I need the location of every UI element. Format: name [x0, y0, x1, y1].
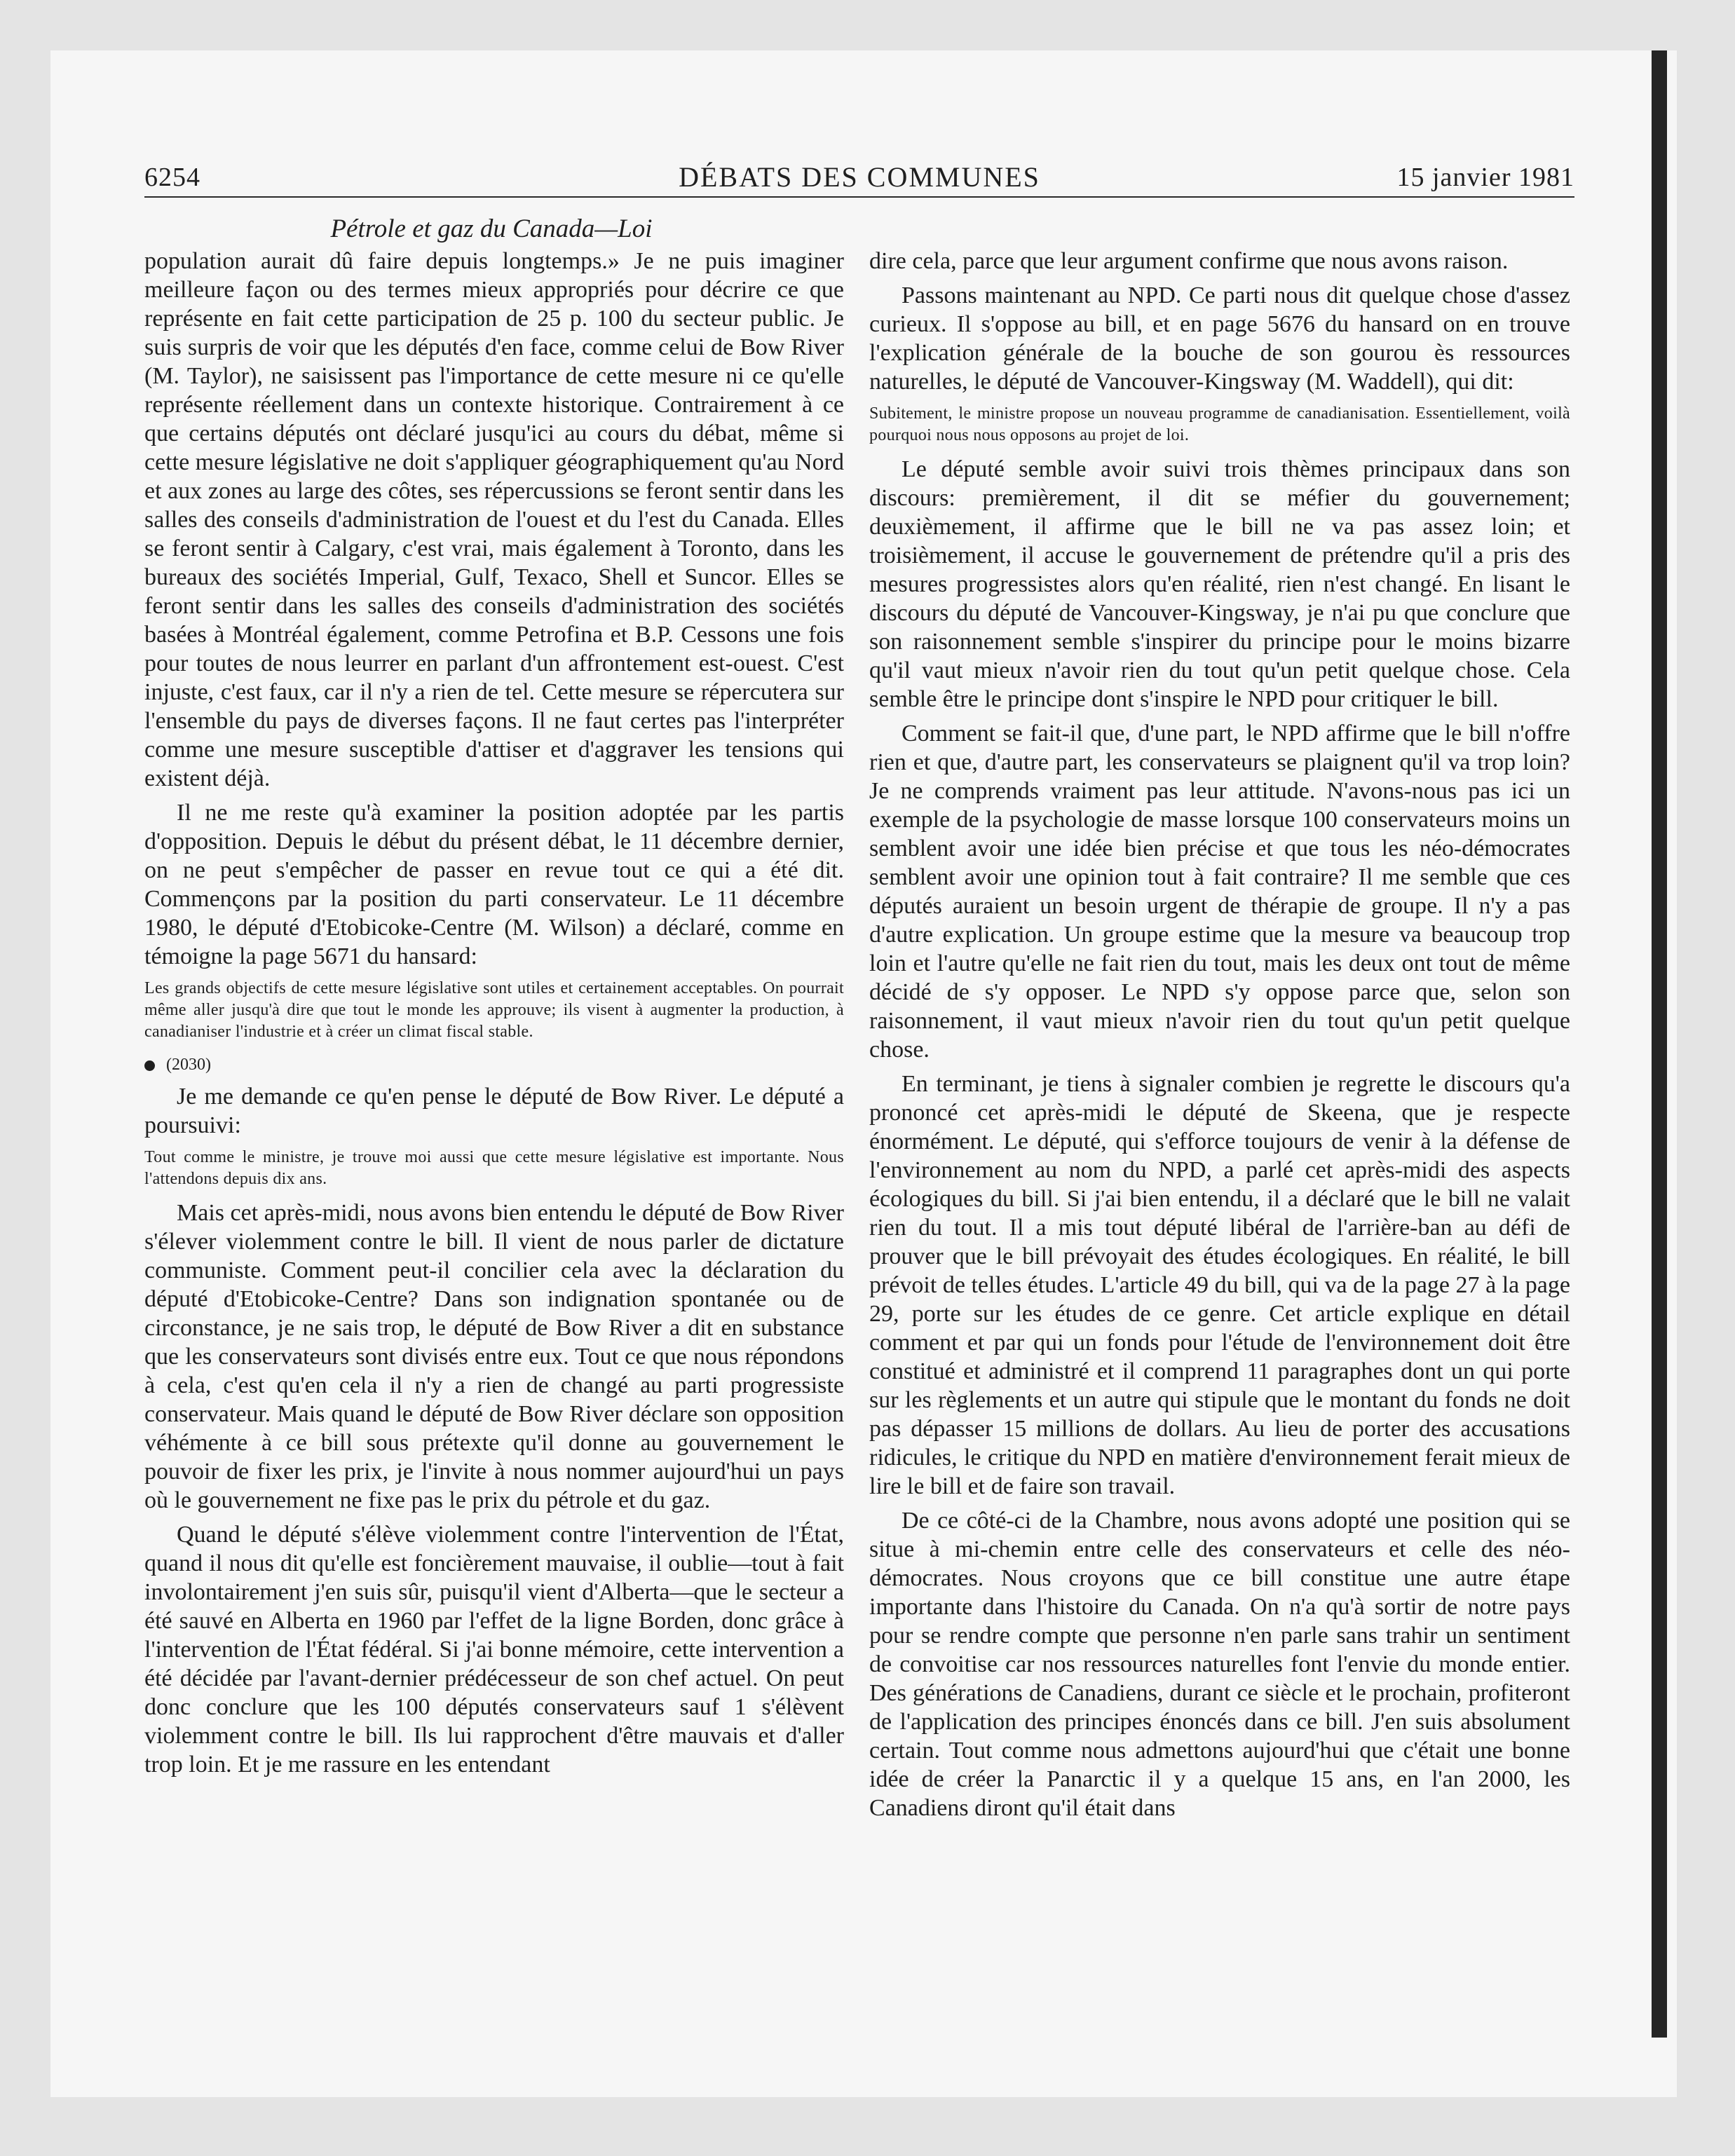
scan-edge-bar	[1652, 50, 1667, 2038]
paragraph: dire cela, parce que leur argument confirme que nous avons raison.	[869, 248, 1509, 274]
left-column	[144, 247, 844, 1779]
paragraph: Passons maintenant au NPD. Ce parti nous dit quelque chose d'assez curieux. Il s'oppose au bill, et en page 5676 du hansard on en trouve l'explication générale de la bouche de son gourou ès ressources naturelles, le député de Vancouver-Kingsway (M. Waddell), qui dit:	[869, 282, 1570, 395]
header-rule	[144, 196, 1574, 198]
paragraph: Le député semble avoir suivi trois thèmes principaux dans son discours: premièrement, il dit se méfier du gouvernement; deuxièmement, il affirme que le bill ne va pas assez loin; et troisièmement, il accuse le gouvernement de prétendre qu'il a pris des mesures progressistes alors qu'en réalité, rien n'est changé. En lisant le discours du député de Vancouver-Kingsway, je n'ai pu que conclure que son raisonnement semble s'inspirer du principe pour le moins bizarre qu'il vaut mieux n'avoir rien du tout qu'un petit quelque chose. Cela semble être le principe dont s'inspire le NPD pour critiquer le bill.	[869, 456, 1570, 712]
paragraph: Comment se fait-il que, d'une part, le NPD affirme que le bill n'offre rien et que, d'autre part, les conservateurs se plaignent qu'il va trop loin? Je ne comprends vraiment pas leur attitude. N'avons-nous pas ici un exemple de la psychologie de masse lorsque 100 conservateurs moins un semblent avoir une idée bien précise et que tous les néo-démocrates semblent avoir une opinion tout à fait contraire? Il me semble que ces députés auraient un besoin urgent de thérapie de groupe. Il n'y a pas d'autre explication. Un groupe estime que la mesure va beaucoup trop loin et l'autre qu'elle ne fait rien du tout, mais les deux ont tout de même décidé de s'y opposer. Le NPD s'y oppose parce que, selon son raisonnement, il vaut mieux n'avoir rien du tout qu'un petit quelque chose.	[869, 721, 1570, 1063]
paragraph: Quand le député s'élève violemment contre l'intervention de l'État, quand il nous dit qu'elle est foncièrement mauvaise, il oublie—tout à fait involontairement j'en suis sûr, puisqu'il vient d'Alberta—que le secteur a été sauvé en Alberta en 1960 par l'effet de la ligne Borden, donc grâce à l'intervention de l'État fédéral. Si j'ai bonne mémoire, cette intervention a été décidée par l'avant-dernier prédécesseur de son chef actuel. On peut donc conclure que les 100 députés conservateurs sauf 1 s'élèvent violemment contre le bill. Ils lui rapprochent d'être mauvais et d'aller trop loin. Et je me rassure en les entendant	[144, 1522, 844, 1778]
page-date: 15 janvier 1981	[1396, 163, 1574, 192]
paragraph: Mais cet après-midi, nous avons bien entendu le député de Bow River s'élever violemment contre le bill. Il vient de nous parler de dictature communiste. Comment peut-il concilier cela avec la déclaration du député d'Etobicoke-Centre? Dans son indignation spontanée ou de circonstance, je ne sais trop, le député de Bow River a dit en substance que les conservateurs sont divisés entre eux. Tout ce que nous répondons à cela, c'est qu'en cela il n'y a rien de changé au parti progressiste conservateur. Mais quand le député de Bow River déclare son opposition véhémente à ce bill sous prétexte qu'il donne au gouvernement le pouvoir de fixer les prix, je l'invite à nous nommer aujourd'hui un pays où le gouvernement ne fixe pas le prix du pétrole et du gaz.	[144, 1200, 844, 1513]
paragraph: population aurait dû faire depuis longtemps.» Je ne puis imaginer meilleure façon ou des termes mieux appropriés pour décrire ce que représente en fait cette participation de 25 p. 100 du secteur public. Je suis surpris de voir que les députés d'en face, comme celui de Bow River (M. Taylor), ne saisissent pas l'importance de cette mesure ni ce qu'elle représente réellement dans un contexte historique. Contrairement à ce que certains députés ont déclaré jusqu'ici au cours du débat, même si cette mesure législative ne doit s'appliquer géographiquement qu'au Nord et aux zones au large des côtes, ses répercussions se feront sentir dans les salles des conseils d'administration de l'ouest et du l'est du Canada. Elles se feront sentir à Calgary, c'est vrai, mais également à Toronto, dans les bureaux des sociétés Imperial, Gulf, Texaco, Shell et Suncor. Elles se feront sentir dans les salles des conseils d'administration des sociétés basées à Montréal également, comme Petrofina et B.P. Cessons une fois pour toutes de nous leurrer en parlant d'un affrontement est-ouest. C'est injuste, c'est faux, car il n'y a rien de tel. Cette mesure se répercutera sur l'ensemble du pays de diverses façons. Il ne faut certes pas l'interpréter comme une mesure susceptible d'attiser et d'aggraver les tensions qui existent déjà.	[144, 248, 844, 791]
page-header	[144, 160, 1574, 199]
publication-title: DÉBATS DES COMMUNES	[679, 161, 1040, 193]
paragraph: Il ne me reste qu'à examiner la position adoptée par les partis d'opposition. Depuis le début du présent débat, le 11 décembre dernier, on ne peut s'empêcher de passer en revue tout ce qui a été dit. Commençons par la position du parti conservateur. Le 11 décembre 1980, le député d'Etobicoke-Centre (M. Wilson) a déclaré, comme en témoigne la page 5671 du hansard:	[144, 800, 844, 969]
page-number: 6254	[144, 163, 200, 192]
block-quote: Tout comme le ministre, je trouve moi aussi que cette mesure législative est importante. Nous l'attendons depuis dix ans.	[144, 1148, 844, 1188]
paragraph: De ce côté-ci de la Chambre, nous avons adopté une position qui se situe à mi-chemin entre celle des conservateurs et celle des néo-démocrates. Nous croyons que ce bill constitue une autre étape importante dans l'histoire du Canada. On n'a qu'à sortir de notre pays pour se rendre compte que personne n'en parle sans trahir un sentiment de convoitise car nos ressources naturelles font l'envie du monde entier. Des générations de Canadiens, durant ce siècle et le prochain, profiteront de l'application des principes énoncés dans ce bill. J'en suis absolument certain. Tout comme nous admettons aujourd'hui que c'était une bonne idée de créer la Panarctic il y a quelque 15 ans, en l'an 2000, les Canadiens diront qu'il était dans	[869, 1508, 1570, 1821]
time-marker	[144, 1054, 844, 1075]
section-title: Pétrole et gaz du Canada—Loi	[330, 214, 653, 243]
time-marker-text: (2030)	[166, 1056, 211, 1074]
bullet-icon	[144, 1060, 155, 1071]
block-quote: Les grands objectifs de cette mesure législative sont utiles et certainement acceptables. On pourrait même aller jusqu'à dire que tout le monde les approuve; ils visent à augmenter la production, à canadianiser l'industrie et à créer un climat fiscal stable.	[144, 979, 844, 1041]
right-column	[869, 247, 1570, 1822]
paragraph: Je me demande ce qu'en pense le député de Bow River. Le député a poursuivi:	[144, 1084, 844, 1138]
block-quote: Subitement, le ministre propose un nouveau programme de canadianisation. Essentiellement, voilà pourquoi nous nous opposons au projet de loi.	[869, 404, 1570, 444]
paragraph: En terminant, je tiens à signaler combien je regrette le discours qu'a prononcé cet après-midi le député de Skeena, que je respecte énormément. Le député, qui s'efforce toujours de venir à la défense de l'environnement au nom du NPD, a parlé cet après-midi des aspects écologiques du bill. Si j'ai bien entendu, il a déclaré que le bill ne valait rien du tout. Il a mis tout député libéral de l'arrière-ban au défi de prouver que le bill prévoyait des études écologiques. En réalité, le bill prévoit de telles études. L'article 49 du bill, qui va de la page 27 à la page 29, porte sur les études de ce genre. Cet article explique en détail comment et par qui un fonds pour l'étude de l'environnement doit être constitué et administré et il comprend 11 paragraphes dont un qui porte sur les règlements et un autre qui stipule que le montant du fonds ne doit pas dépasser 15 millions de dollars. Au lieu de porter des accusations ridicules, le critique du NPD en matière d'environnement ferait mieux de lire le bill et de faire son travail.	[869, 1071, 1570, 1499]
